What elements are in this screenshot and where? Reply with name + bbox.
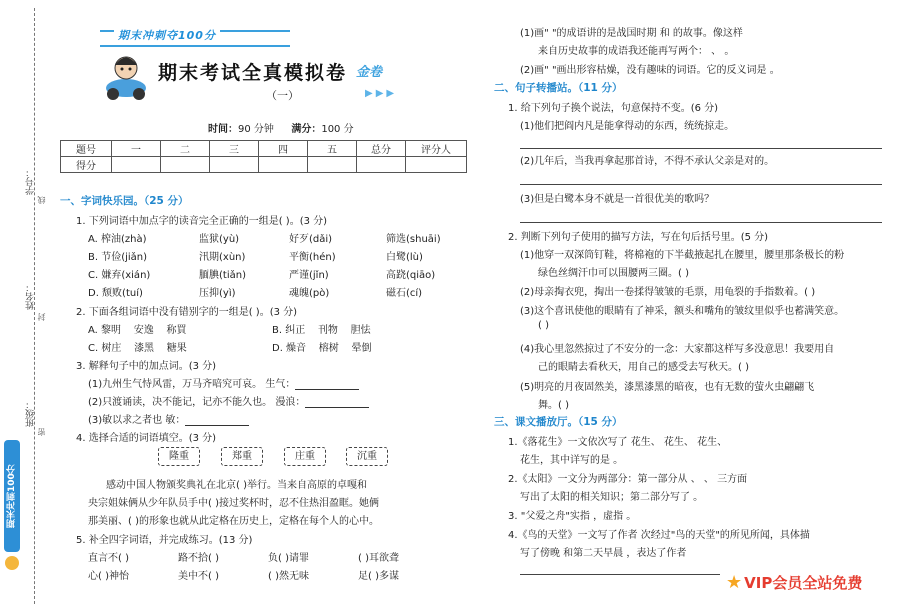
q3-1-text: (1)九州生气恃风雷，万马齐喑究可哀。 生气： bbox=[88, 379, 296, 390]
q2-d-word: 晕倒 bbox=[351, 343, 372, 354]
s2-q1-item: (3)但是白鹭本身不就是一首很优美的歌吗？ bbox=[520, 194, 715, 205]
s2-q1-item: (2)几年后，当我再拿起那首诗，不得不承认父亲是对的。 bbox=[520, 156, 775, 167]
q5-idiom: 美中不( ) bbox=[178, 571, 219, 582]
score-cell[interactable] bbox=[210, 157, 259, 173]
q4-paragraph-line: 央宗姐妹俩从少年队员手中( )接过奖杯时，忍不住热泪盈眶。她俩 bbox=[88, 498, 379, 509]
q2-a-word: 安逸 bbox=[133, 325, 154, 336]
q2-c-word: 漆黑 bbox=[134, 343, 155, 354]
word-box: 郑重 bbox=[221, 447, 263, 466]
word-box: 庄重 bbox=[284, 447, 326, 466]
q2-d-label: D. 燥音 bbox=[272, 343, 307, 354]
section2-title: 二、句子转播站。（11 分） bbox=[494, 82, 623, 94]
question-1: 1. 下列词语中加点字的读音完全正确的一组是( )。(3 分) bbox=[76, 216, 328, 227]
answer-line[interactable] bbox=[520, 574, 720, 575]
s2-q2-item: (4)我心里忽然掠过了不安分的一念：大家都这样写多没意思！我要用自 bbox=[520, 344, 835, 355]
question-4: 4. 选择合适的词语填空。(3 分) bbox=[76, 433, 217, 444]
time-label: 时间： bbox=[208, 124, 238, 135]
table-cell: 二 bbox=[161, 141, 210, 157]
question-2: 2. 下面各组词语中没有错别字的一组是( )。(3 分) bbox=[76, 307, 298, 318]
table-cell: 四 bbox=[259, 141, 308, 157]
s2-q2-item: (2)母亲掏衣兜，掏出一卷揉得皱皱的毛票，用龟裂的手指数着。( ) bbox=[520, 287, 816, 298]
q3-2-text: (2)只渡诵读，决不能记，记亦不能久也。 漫浪： bbox=[88, 397, 306, 408]
score-table-score-row bbox=[61, 157, 467, 173]
s3-question-4-cont: 写了傍晚 和第二天早晨 ，表达了作者 bbox=[520, 548, 687, 559]
q2-option-d bbox=[272, 339, 372, 354]
question-3: 3. 解释句子中的加点词。(3 分) bbox=[76, 361, 217, 372]
q2-c-word: 糖果 bbox=[166, 343, 187, 354]
q5-idiom: 负( )请罪 bbox=[268, 553, 309, 564]
q5-idiom: ( )然无味 bbox=[268, 571, 309, 582]
time-value: 90 分钟 bbox=[238, 124, 274, 135]
q5-idiom: 足( )多谋 bbox=[358, 571, 399, 582]
brand-logo-icon bbox=[5, 556, 19, 570]
table-cell: 评分人 bbox=[406, 141, 467, 157]
score-table-header-row bbox=[61, 141, 467, 157]
q1-option-b-word: 平衡(hén) bbox=[289, 252, 336, 263]
q2-b-word: 刊物 bbox=[317, 325, 338, 336]
s2-q2-item: (5)明亮的月夜固然美，漆黑漆黑的暗夜，也有无数的萤火虫翩翩飞 bbox=[520, 382, 815, 393]
q5-sub-1-cont: 来自历史故事的成语我还能再写两个： 、 。 bbox=[538, 46, 735, 57]
s2-q2-item-cont: 己的眼睛去看秋天，用自己的感受去写秋天。( ) bbox=[538, 362, 749, 373]
q1-option-c-word: 高跷(qiāo) bbox=[386, 270, 436, 281]
q1-option-a-word: 好歹(dǎi) bbox=[289, 234, 333, 245]
s2-q2-item-cont: ( ) bbox=[538, 320, 549, 331]
q5-sub-1: (1)画" "的成语讲的是战国时期 和 的故事。像这样 bbox=[520, 28, 743, 39]
q5-idiom: 路不拾( ) bbox=[178, 553, 219, 564]
q1-option-b: B. 节俭(jiǎn) bbox=[88, 252, 148, 263]
q1-option-a-word: 筛选(shuāi) bbox=[386, 234, 441, 245]
q2-a-label: A. 黎明 bbox=[88, 325, 122, 336]
q2-option-c bbox=[88, 339, 187, 354]
vip-watermark[interactable] bbox=[726, 572, 862, 593]
q2-c-label: C. 树庄 bbox=[88, 343, 122, 354]
question-5: 5. 补全四字词语，并完成练习。(13 分) bbox=[76, 535, 253, 546]
q1-option-c-word: 严谨(jǐn) bbox=[289, 270, 329, 281]
s2-q1-item: (1)他们把阎内凡是能拿得动的东西，统统掠走。 bbox=[520, 121, 735, 132]
q5-sub-2: (2)画" "画出形容枯燥，没有趣味的词语。它的反义词是 。 bbox=[520, 65, 780, 76]
q4-paragraph-line: 那美丽、( )的形象也就从此定格在历史上，定格在每个人的心中。 bbox=[88, 516, 379, 527]
s2-question-1: 1. 给下列句子换个说法，句意保持不变。(6 分) bbox=[508, 103, 719, 114]
q3-item-1 bbox=[88, 375, 359, 390]
brand-strip: 期末冲刺100分 bbox=[4, 440, 20, 552]
answer-blank[interactable] bbox=[305, 396, 369, 408]
answer-blank[interactable] bbox=[185, 414, 249, 426]
answer-line[interactable] bbox=[520, 184, 882, 185]
paper-number: （一） bbox=[266, 89, 299, 102]
q5-idiom: 直言不( ) bbox=[88, 553, 129, 564]
header-banner bbox=[100, 27, 290, 45]
table-cell: 三 bbox=[210, 141, 259, 157]
s3-question-1-cont: 花生，其中详写的是 。 bbox=[520, 455, 624, 466]
binding-margin bbox=[0, 0, 48, 610]
q2-d-word: 榕树 bbox=[318, 343, 339, 354]
q2-b-label: B. 纠正 bbox=[272, 325, 306, 336]
q1-option-d-word: 磁石(cí) bbox=[386, 288, 423, 299]
q1-option-c-word: 腼腆(tiǎn) bbox=[199, 270, 246, 281]
seal-mark-line: 线 bbox=[37, 196, 46, 204]
answer-line[interactable] bbox=[520, 148, 882, 149]
full-score-value: 100 分 bbox=[321, 124, 354, 135]
q2-b-word: 胆怯 bbox=[350, 325, 371, 336]
q2-a-word: 称買 bbox=[166, 325, 187, 336]
star-icon: ★ bbox=[726, 572, 743, 593]
full-score-label: 满分： bbox=[291, 124, 322, 135]
q2-option-a bbox=[88, 321, 186, 336]
class-label: 班级： bbox=[26, 400, 36, 427]
score-cell[interactable] bbox=[112, 157, 161, 173]
section1-title: 一、字词快乐园。（25 分） bbox=[60, 195, 189, 207]
q2-option-b bbox=[272, 321, 371, 336]
q1-option-d-word: 压抑(yì) bbox=[199, 288, 236, 299]
s3-question-2-cont: 写出了太阳的相关知识；第二部分写了 。 bbox=[520, 492, 704, 503]
q3-item-3 bbox=[88, 411, 249, 426]
name-label: 姓名： bbox=[26, 283, 36, 310]
q1-option-d: D. 颓败(tuí) bbox=[88, 288, 143, 299]
q1-option-a: A. 榨油(zhà) bbox=[88, 234, 147, 245]
section3-title: 三、课文播放厅。（15 分） bbox=[494, 416, 623, 428]
score-cell[interactable] bbox=[161, 157, 210, 173]
s3-question-4: 4.《鸟的天堂》一文写了作者 次经过"鸟的天堂"的所见所闻，具体描 bbox=[508, 530, 810, 541]
score-cell[interactable] bbox=[357, 157, 406, 173]
q1-option-b-word: 白鹭(lù) bbox=[386, 252, 423, 263]
q1-option-b-word: 汛期(xùn) bbox=[199, 252, 246, 263]
page-title: 期末考试全真模拟卷 bbox=[158, 62, 348, 84]
answer-blank[interactable] bbox=[295, 378, 359, 390]
s3-question-2: 2.《太阳》一文分为两部分：第一部分从 、 、 三方面 bbox=[508, 474, 748, 485]
s3-question-1: 1.《落花生》一文依次写了 花生、 花生、 花生、 bbox=[508, 437, 728, 448]
q3-item-2 bbox=[88, 393, 369, 408]
s2-question-2: 2. 判断下列句子使用的描写方法，写在句后括号里。(5 分) bbox=[508, 232, 769, 243]
q1-option-d-word: 魂魄(pò) bbox=[289, 288, 330, 299]
score-cell[interactable] bbox=[259, 157, 308, 173]
s2-q2-item: (3)这个喜讯使他的眼睛有了神采，额头和嘴角的皱纹里似乎也蓄满笑意。 bbox=[520, 306, 845, 317]
banner-text: 期末冲刺夺100分 bbox=[114, 27, 220, 43]
answer-line[interactable] bbox=[520, 222, 882, 223]
word-box: 沉重 bbox=[346, 447, 388, 466]
table-cell: 一 bbox=[112, 141, 161, 157]
table-cell: 得分 bbox=[61, 157, 112, 173]
s2-q2-item-cont: 绿色丝绸汗巾可以围腰两三圈。( ) bbox=[538, 268, 689, 279]
q1-option-c: C. 嫌弃(xián) bbox=[88, 270, 151, 281]
score-cell[interactable] bbox=[308, 157, 357, 173]
student-id-label: 学号： bbox=[26, 168, 36, 195]
arrows-decoration: ▶▶▶ bbox=[365, 88, 398, 99]
seal-mark-seal: 封 bbox=[37, 313, 46, 321]
s2-q2-item: (1)他穿一双深筒钉鞋，将棉袍的下半截掖起扎在腰里，腰里那条极长的粉 bbox=[520, 250, 845, 261]
q5-idiom: ( )耳欲聋 bbox=[358, 553, 399, 564]
word-box: 隆重 bbox=[158, 447, 200, 466]
title-tag: 金卷 bbox=[356, 65, 383, 80]
seal-mark-secret: 密 bbox=[37, 428, 46, 436]
table-cell: 总分 bbox=[357, 141, 406, 157]
cartoon-car-icon bbox=[100, 50, 152, 102]
score-table bbox=[60, 140, 467, 173]
q4-paragraph-line: 感动中国人物颁奖典礼在北京( )举行。当来自高原的卓嘎和 bbox=[106, 480, 367, 491]
exam-meta bbox=[208, 120, 354, 135]
q3-3-text: (3)敏以求之者也 敏： bbox=[88, 415, 186, 426]
q5-idiom: 心( )神怡 bbox=[88, 571, 129, 582]
table-cell: 题号 bbox=[61, 141, 112, 157]
table-cell: 五 bbox=[308, 141, 357, 157]
vip-text: VIP会员全站免费 bbox=[744, 574, 863, 592]
q1-option-a-word: 监狱(yù) bbox=[199, 234, 240, 245]
s2-q2-item-cont: 舞。( ) bbox=[538, 400, 569, 411]
s3-question-3: 3. "父爱之舟"实指 ，虚指 。 bbox=[508, 511, 637, 522]
score-cell[interactable] bbox=[406, 157, 467, 173]
